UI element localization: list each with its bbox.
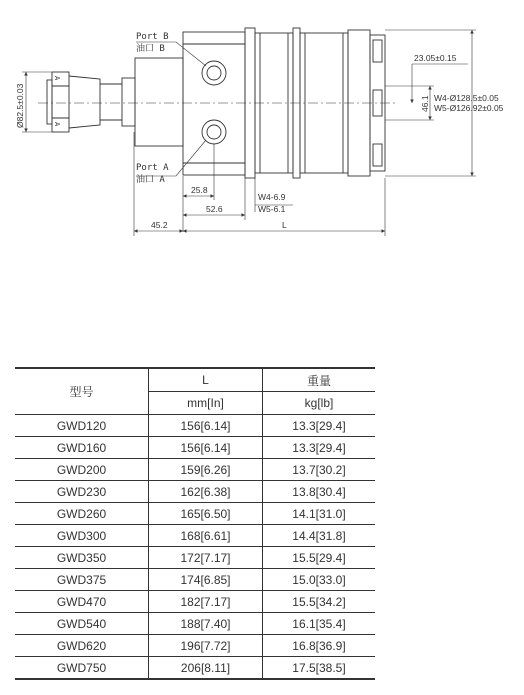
cell-weight: 16.1[35.4] <box>263 613 376 635</box>
dim-L: L <box>282 220 287 230</box>
cell-length: 159[6.26] <box>149 459 263 481</box>
cell-weight: 13.8[30.4] <box>263 481 376 503</box>
cell-model: GWD120 <box>15 415 149 437</box>
table-row <box>15 569 375 591</box>
cell-model: GWD540 <box>15 613 149 635</box>
table-row <box>15 547 375 569</box>
cell-model: GWD230 <box>15 481 149 503</box>
header-length-unit: mm[In] <box>149 392 263 415</box>
cell-model: GWD300 <box>15 525 149 547</box>
table-row <box>15 525 375 547</box>
table-row <box>15 591 375 613</box>
dimension-lines <box>22 30 476 236</box>
cell-weight: 17.5[38.5] <box>263 657 376 680</box>
cell-model: GWD375 <box>15 569 149 591</box>
cell-weight: 14.4[31.8] <box>263 525 376 547</box>
spec-table <box>15 367 375 680</box>
table-row <box>15 437 375 459</box>
dim-52-6: 52.6 <box>206 204 223 214</box>
cell-model: GWD620 <box>15 635 149 657</box>
cell-length: 182[7.17] <box>149 591 263 613</box>
port-b-cn-label: 油口 B <box>136 44 165 54</box>
cell-length: 174[6.85] <box>149 569 263 591</box>
table-row <box>15 657 375 680</box>
port-a-cn-label: 油口 A <box>136 175 165 185</box>
table-row <box>15 613 375 635</box>
cell-length: 172[7.17] <box>149 547 263 569</box>
table-row <box>15 635 375 657</box>
port-b-label: Port B <box>136 32 169 42</box>
nut-label-bottom: A <box>53 122 61 127</box>
nut-label-top: A <box>53 76 61 81</box>
cell-model: GWD200 <box>15 459 149 481</box>
cell-length: 156[6.14] <box>149 415 263 437</box>
table-row <box>15 503 375 525</box>
table-row <box>15 481 375 503</box>
cell-weight: 16.8[36.9] <box>263 635 376 657</box>
dim-46-1: 46.1 <box>420 95 430 112</box>
cell-weight: 15.5[34.2] <box>263 591 376 613</box>
cell-weight: 15.5[29.4] <box>263 547 376 569</box>
dim-45-2: 45.2 <box>151 220 168 230</box>
cell-length: 206[8.11] <box>149 657 263 680</box>
dim-w4-length: W4-6.9 <box>258 192 286 202</box>
cell-weight: 13.3[29.4] <box>263 415 376 437</box>
technical-drawing <box>0 0 524 250</box>
cell-model: GWD470 <box>15 591 149 613</box>
cell-length: 196[7.72] <box>149 635 263 657</box>
cell-model: GWD260 <box>15 503 149 525</box>
cell-model: GWD350 <box>15 547 149 569</box>
dim-w4-diameter: W4-Ø128.5±0.05 <box>434 93 499 103</box>
dim-23-05: 23.05±0.15 <box>414 53 457 63</box>
cell-length: 156[6.14] <box>149 437 263 459</box>
dim-w5-length: W5-6.1 <box>258 204 286 214</box>
cell-weight: 13.3[29.4] <box>263 437 376 459</box>
dim-25-8: 25.8 <box>191 185 208 195</box>
dim-w5-diameter: W5-Ø126.92±0.05 <box>434 103 504 113</box>
dim-left-diameter: Ø82.5±0.03 <box>15 83 25 128</box>
cell-model: GWD750 <box>15 657 149 680</box>
header-weight-unit: kg[lb] <box>263 392 376 415</box>
header-length: L <box>149 368 263 392</box>
cell-length: 165[6.50] <box>149 503 263 525</box>
table-row <box>15 459 375 481</box>
port-a-label: Port A <box>136 163 169 173</box>
cell-weight: 14.1[31.0] <box>263 503 376 525</box>
cell-weight: 15.0[33.0] <box>263 569 376 591</box>
cell-length: 162[6.38] <box>149 481 263 503</box>
header-weight: 重量 <box>263 368 376 392</box>
cell-model: GWD160 <box>15 437 149 459</box>
cell-length: 188[7.40] <box>149 613 263 635</box>
table-row <box>15 415 375 437</box>
cell-length: 168[6.61] <box>149 525 263 547</box>
cell-weight: 13.7[30.2] <box>263 459 376 481</box>
header-model: 型号 <box>15 368 149 415</box>
